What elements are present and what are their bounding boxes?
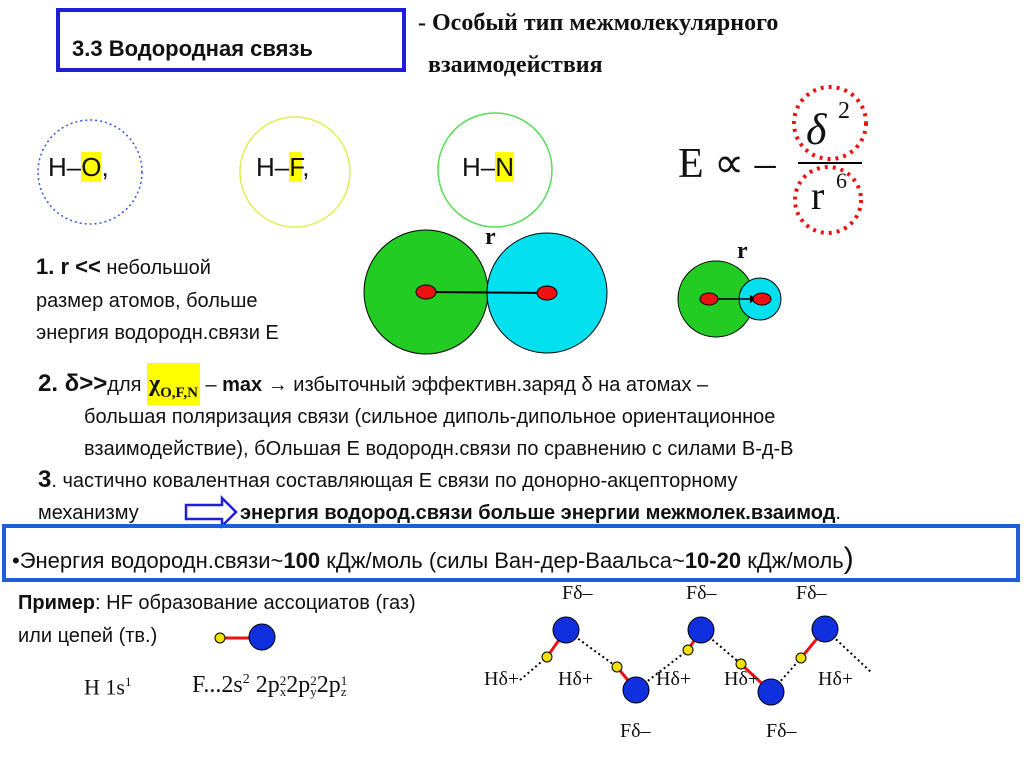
point-1-line-3: энергия водородн.связи E — [36, 322, 279, 344]
point-3-line-2a: механизму — [38, 502, 139, 524]
h-configuration: H $1s^1$ — [84, 674, 132, 700]
formula-den-exponent: 6 — [836, 168, 847, 193]
hf-h-atom — [215, 633, 225, 643]
chain-f-label-5: Fδ– — [766, 720, 797, 742]
nucleus-right — [537, 286, 557, 300]
point-3-line-1: 3. частично ковалентная составляющая E связи по донорно-акцепторному — [38, 466, 738, 493]
chain-f-label-3: Fδ– — [796, 582, 827, 604]
intro-line-1: - Особый тип межмолекулярного — [418, 10, 779, 36]
distance-line-large — [426, 292, 547, 293]
chain-h-label-1: Hδ+ — [484, 668, 520, 690]
example-line-2: или цепей (тв.) — [18, 625, 158, 647]
hf-chain — [520, 616, 872, 705]
point-3-line-2b: энергия водород.связи больше энергии межмолек.взаимод. — [240, 502, 841, 524]
nucleus-left — [416, 285, 436, 299]
formula-denominator: r — [811, 173, 825, 218]
nucleus-small-right — [753, 293, 771, 305]
energy-line: •Энергия водородн.связи~100 кДж/моль (силы Ван-дер-Ваальса~10-20 кДж/моль) — [12, 542, 854, 575]
intro-line-2: взаимодействия — [428, 52, 603, 78]
chain-h-label-4: Hδ+ — [724, 668, 760, 690]
chain-f-label-1: Fδ– — [562, 582, 593, 604]
r-label-small: r — [737, 238, 748, 264]
pair-hn: H–N — [462, 152, 515, 182]
delta-highlight-circle — [794, 87, 866, 159]
implies-arrow — [186, 498, 236, 526]
example-line-1: Пример: HF образование ассоциатов (газ) — [18, 592, 416, 614]
point-2-line-3: взаимодействие), бОльшая E водородн.связи по сравнению с силами В-д-В — [84, 438, 794, 460]
r-label-large: r — [485, 224, 496, 250]
f-configuration: $F...2s^2$ 2p2 x2p2 y2p1 z — [192, 672, 348, 700]
nucleus-small-left — [700, 293, 718, 305]
r-highlight-circle — [795, 167, 861, 233]
point-2-line-1: 2. δ>>для $\chi_{O,F,N}$ – max → избыточный эффективн.заряд δ на атомах – — [38, 370, 708, 402]
formula-num-exponent: 2 — [838, 98, 850, 124]
hf-f-atom — [249, 624, 275, 650]
point-1-line-2: размер атомов, больше — [36, 290, 258, 312]
formula-lhs: E ∝ – — [678, 141, 776, 187]
chain-h-label-5: Hδ+ — [818, 668, 854, 690]
chain-f-label-2: Fδ– — [686, 582, 717, 604]
chain-f-label-4: Fδ– — [620, 720, 651, 742]
chain-h-label-3: Hδ+ — [656, 668, 692, 690]
point-1-line-1: 1. r << небольшой — [36, 254, 211, 279]
chain-h-label-2: Hδ+ — [558, 668, 594, 690]
pair-ho: H–O, — [48, 152, 109, 182]
slide-title: 3.3 Водородная связь — [72, 36, 313, 61]
formula-numerator: δ — [806, 105, 827, 154]
point-2-line-2: большая поляризация связи (сильное диполь-дипольное ориентационное — [84, 406, 776, 428]
pair-hf: H–F, — [256, 152, 310, 182]
